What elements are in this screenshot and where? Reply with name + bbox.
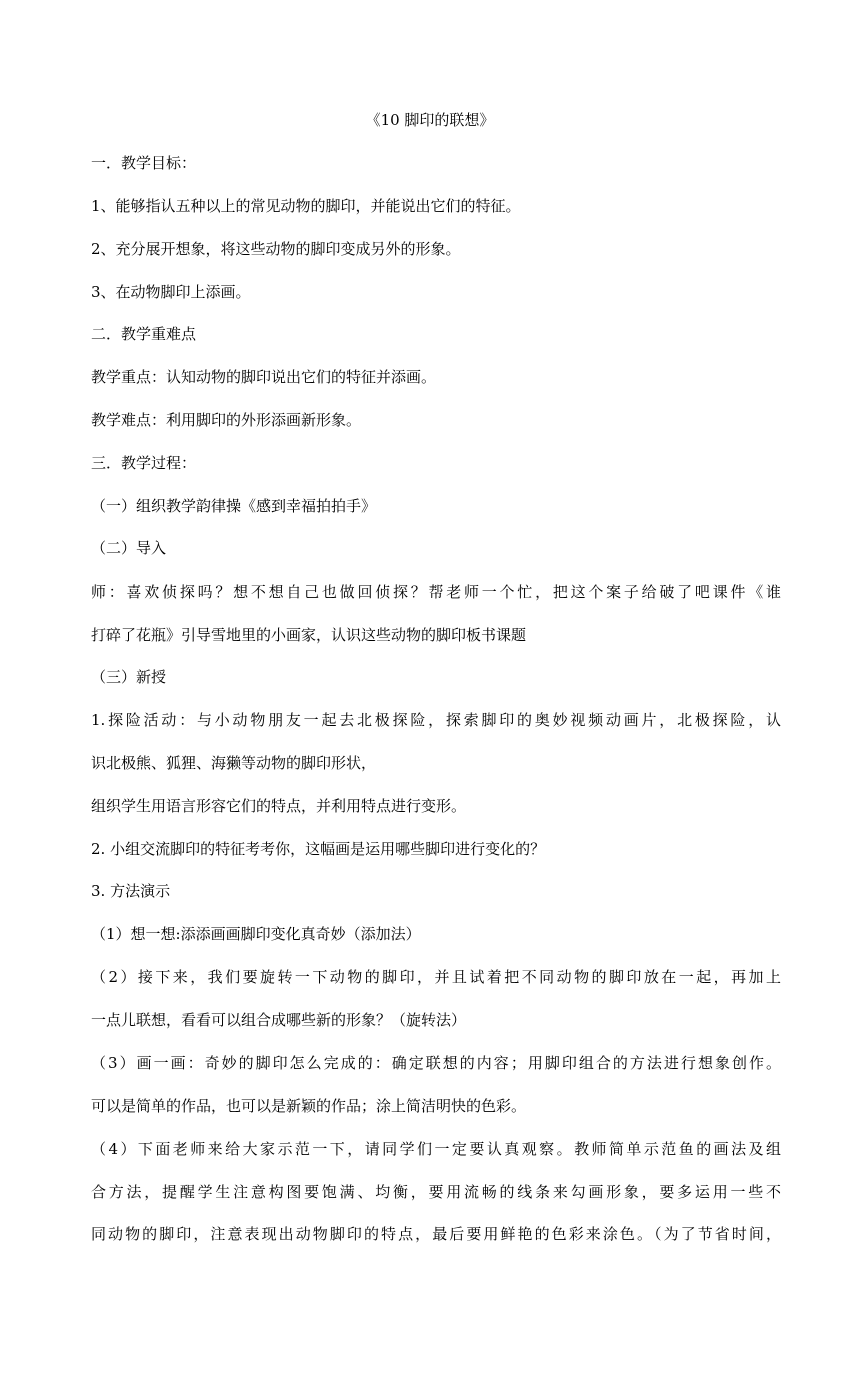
paragraph-line: 1.探险活动：与小动物朋友一起去北极探险，探索脚印的奥妙视频动画片，北极探险，认 [91, 711, 781, 729]
paragraph-line: 打碎了花瓶》引导雪地里的小画家，认识这些动物的脚印板书课题 [91, 626, 527, 644]
paragraph-line: （1）想一想:添添画画脚印变化真奇妙（添加法） [91, 925, 421, 943]
process-step-2-heading: （二）导入 [91, 539, 167, 557]
paragraph-line: （3）画一画：奇妙的脚印怎么完成的：确定联想的内容；用脚印组合的方法进行想象创作。 [91, 1054, 781, 1072]
paragraph-line: （2）接下来，我们要旋转一下动物的脚印，并且试着把不同动物的脚印放在一起，再加上 [91, 968, 781, 986]
objective-item-2: 2、充分展开想象，将这些动物的脚印变成另外的形象。 [91, 240, 461, 258]
key-point-difficulty: 教学难点：利用脚印的外形添画新形象。 [91, 411, 362, 429]
paragraph-line: 2. 小组交流脚印的特征考考你，这幅画是运用哪些脚印进行变化的？ [91, 840, 546, 858]
key-point-focus: 教学重点：认知动物的脚印说出它们的特征并添画。 [91, 368, 437, 386]
paragraph-line: 3. 方法演示 [91, 882, 171, 900]
section-heading-objectives: 一．教学目标： [91, 154, 197, 172]
paragraph-line: 同动物的脚印，注意表现出动物脚印的特点，最后要用鲜艳的色彩来涂色。（为了节省时间， [91, 1225, 781, 1243]
section-heading-key-points: 二．教学重难点 [91, 325, 197, 343]
process-step-3-heading: （三）新授 [91, 668, 167, 686]
paragraph-line: （4）下面老师来给大家示范一下，请同学们一定要认真观察。教师简单示范鱼的画法及组 [91, 1140, 781, 1158]
paragraph-line: 识北极熊、狐狸、海獭等动物的脚印形状， [91, 754, 377, 772]
paragraph-line: 组织学生用语言形容它们的特点，并利用特点进行变形。 [91, 797, 467, 815]
process-step-1: （一）组织教学韵律操《感到幸福拍拍手》 [91, 497, 377, 515]
objective-item-1: 1、能够指认五种以上的常见动物的脚印，并能说出它们的特征。 [91, 197, 521, 215]
paragraph-line: 一点儿联想，看看可以组合成哪些新的形象？（旋转法） [91, 1011, 467, 1029]
paragraph-line: 师：喜欢侦探吗？想不想自己也做回侦探？帮老师一个忙，把这个案子给破了吧课件《谁 [91, 583, 781, 601]
section-heading-process: 三．教学过程： [91, 454, 197, 472]
paragraph-line: 可以是简单的作品，也可以是新颖的作品；涂上简洁明快的色彩。 [91, 1097, 527, 1115]
objective-item-3: 3、在动物脚印上添画。 [91, 283, 251, 301]
document-title: 《10 脚印的联想》 [365, 111, 495, 129]
paragraph-line: 合方法，提醒学生注意构图要饱满、均衡，要用流畅的线条来勾画形象，要多运用一些不 [91, 1183, 781, 1201]
